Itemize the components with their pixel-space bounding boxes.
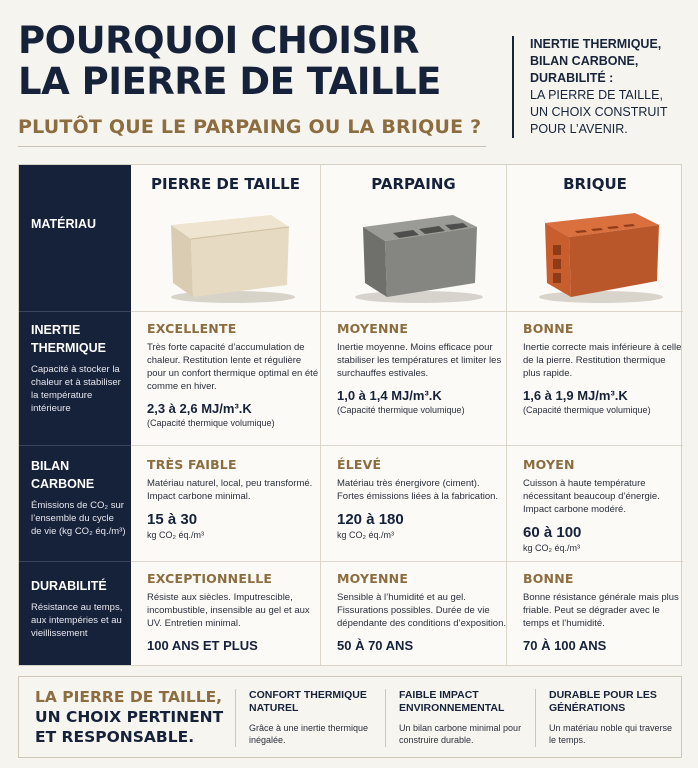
footer-item-impact	[399, 689, 527, 746]
title-line-2: LA PIERRE DE TAILLE	[18, 60, 441, 103]
cell-pierre-durabilite	[147, 571, 319, 653]
footer-divider	[535, 689, 536, 747]
side-note	[512, 36, 692, 138]
row-label-durabilite	[31, 577, 127, 640]
footer-item-durable	[549, 689, 677, 746]
row-divider	[19, 445, 131, 446]
value: 70 À 100 ANS	[523, 638, 607, 653]
footer-divider	[235, 689, 236, 747]
side-text-1: LA PIERRE DE TAILLE,	[530, 88, 663, 102]
column-header-pierre: PIERRE DE TAILLE	[151, 175, 300, 193]
footer-item-title: DURABLE POUR LES GÉNÉRATIONS	[549, 689, 657, 714]
rating: EXCELLENTE	[147, 321, 237, 336]
unit: (Capacité thermique volumique)	[337, 405, 465, 415]
cell-parpaing-durabilite	[337, 571, 509, 653]
rating: MOYEN	[523, 457, 575, 472]
value: 2,3 à 2,6 MJ/m³.K	[147, 401, 252, 416]
value: 100 ANS ET PLUS	[147, 638, 258, 653]
unit: kg CO₂ éq./m³	[147, 530, 205, 540]
row-label-materiau	[31, 215, 127, 233]
header-divider	[18, 146, 486, 147]
title-line-1: POURQUOI CHOISIR	[18, 19, 419, 62]
page-subtitle: PLUTÔT QUE LE PARPAING OU LA BRIQUE ?	[18, 116, 482, 138]
cell-brique-carbone	[523, 457, 683, 553]
description: Inertie moyenne. Moins efficace pour stabiliser les températures et limiter les surchauffes estivales.	[337, 342, 502, 379]
description: Matériau naturel, local, peu transformé. Impact carbone minimal.	[147, 478, 313, 502]
row-labels	[19, 165, 131, 665]
value: 15 à 30	[147, 511, 198, 528]
page-title	[18, 20, 441, 102]
rating: BONNE	[523, 321, 574, 336]
description: Bonne résistance générale mais plus friable. Peut se dégrader avec le temps et l’humidité.	[523, 592, 679, 629]
cell-pierre-inertie	[147, 321, 319, 428]
side-bold-1: INERTIE THERMIQUE,	[530, 37, 662, 51]
concrete-block-image	[341, 197, 491, 307]
rating: MOYENNE	[337, 571, 409, 586]
row-label-inertie-desc: Capacité à stocker la chaleur et à stabiliser la température intérieure	[31, 364, 121, 414]
footer-summary	[18, 676, 682, 758]
rating: TRÈS FAIBLE	[147, 457, 237, 472]
unit: (Capacité thermique volumique)	[147, 418, 275, 428]
rating: ÉLEVÉ	[337, 457, 382, 472]
rating: EXCEPTIONNELLE	[147, 571, 273, 586]
footer-item-desc: Grâce à une inertie thermique inégalée.	[249, 723, 369, 745]
stone-block-image	[153, 197, 303, 307]
cell-brique-durabilite	[523, 571, 683, 653]
value: 1,0 à 1,4 MJ/m³.K	[337, 388, 442, 403]
footer-item-desc: Un bilan carbone minimal pour construire durable.	[399, 723, 522, 745]
footer-item-title: FAIBLE IMPACT ENVIRONNEMENTAL	[399, 689, 505, 714]
cell-parpaing-inertie	[337, 321, 509, 415]
column-brique	[507, 165, 683, 665]
description: Matériau très énergivore (ciment). Fortes émissions liées à la fabrication.	[337, 478, 499, 502]
footer-divider	[385, 689, 386, 747]
brick-image	[523, 197, 673, 307]
row-divider	[19, 311, 131, 312]
footer-claim	[35, 687, 235, 747]
row-label-carbone-desc: Émissions de CO₂ sur l’ensemble du cycle de vie (kg CO₂ éq./m³)	[31, 500, 126, 537]
unit: kg CO₂ éq./m³	[523, 543, 581, 553]
column-header-parpaing: PARPAING	[371, 175, 456, 193]
row-label-durabilite-desc: Résistance au temps, aux intempéries et au vieillissement	[31, 602, 123, 639]
description: Très forte capacité d’accumulation de chaleur. Restitution lente et régulière pour un confort thermique optimal en été comme en hiver.	[147, 342, 319, 392]
row-label-carbone	[31, 457, 127, 538]
description: Cuisson à haute température nécessitant beaucoup d’énergie. Impact carbone modéré.	[523, 478, 660, 515]
row-label-inertie	[31, 321, 127, 415]
value: 50 À 70 ANS	[337, 638, 414, 653]
cell-brique-inertie	[523, 321, 683, 415]
cell-parpaing-carbone	[337, 457, 509, 540]
row-label-durabilite-title: DURABILITÉ	[31, 579, 107, 593]
footer-item-desc: Un matériau noble qui traverse le temps.	[549, 723, 673, 745]
side-text-3: POUR L’AVENIR.	[530, 122, 628, 136]
description: Résiste aux siècles. Imputrescible, incombustible, insensible au gel et aux UV. Entretien minimal.	[147, 592, 310, 629]
claim-line-1: LA PIERRE DE TAILLE,	[35, 688, 223, 706]
claim-line-2: UN CHOIX PERTINENT	[35, 708, 224, 726]
unit: (Capacité thermique volumique)	[523, 405, 651, 415]
side-text-2: UN CHOIX CONSTRUIT	[530, 105, 668, 119]
row-label-carbone-title: BILAN CARBONE	[31, 459, 95, 491]
description: Inertie correcte mais inférieure à celle de la pierre. Restitution thermique plus rapide.	[523, 342, 682, 379]
column-header-brique: BRIQUE	[563, 175, 627, 193]
row-label-inertie-title: INERTIE THERMIQUE	[31, 323, 106, 355]
comparison-table	[18, 164, 682, 666]
row-label-materiau-text: MATÉRIAU	[31, 217, 97, 231]
side-bold-3: DURABILITÉ :	[530, 71, 614, 85]
claim-line-3: ET RESPONSABLE.	[35, 728, 195, 746]
unit: kg CO₂ éq./m³	[337, 530, 395, 540]
footer-item-title: CONFORT THERMIQUE NATUREL	[249, 689, 367, 714]
column-pierre	[131, 165, 320, 665]
row-divider	[19, 561, 131, 562]
description: Sensible à l’humidité et au gel. Fissurations possibles. Durée de vie dépendante des conditions d’exposition.	[337, 592, 507, 629]
footer-item-confort	[249, 689, 377, 746]
rating: BONNE	[523, 571, 574, 586]
column-parpaing	[321, 165, 506, 665]
side-bold-2: BILAN CARBONE,	[530, 54, 639, 68]
value: 1,6 à 1,9 MJ/m³.K	[523, 388, 628, 403]
cell-pierre-carbone	[147, 457, 319, 540]
rating: MOYENNE	[337, 321, 409, 336]
value: 120 à 180	[337, 511, 404, 528]
value: 60 à 100	[523, 524, 582, 541]
